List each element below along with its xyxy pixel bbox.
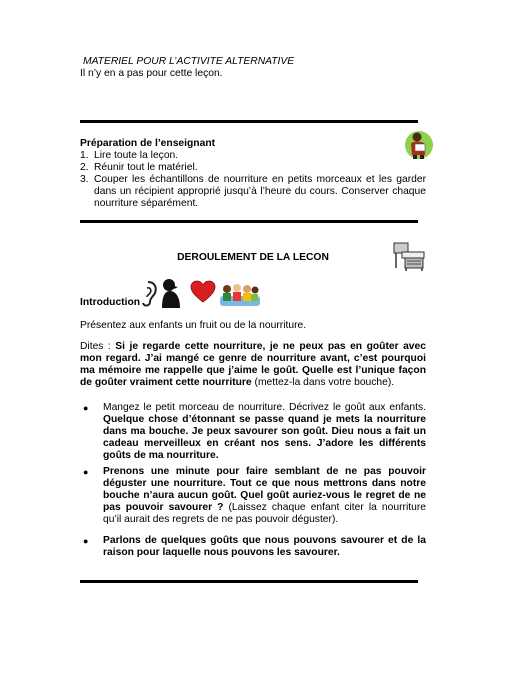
introduction-label: Introduction — [80, 297, 141, 308]
children-group-icon — [220, 282, 260, 308]
preparation-list — [80, 150, 426, 210]
section-divider — [80, 580, 418, 583]
dites-paragraph: Dites : Si je regarde cette nourriture, je ne peux pas en goûter avec mon regard. J’ai mangé ce genre de nourriture avant, c’est pourquoi ma mémoire me rappelle que j’aime le goût. Quelle est l’unique façon de goûter vraiment cette nourriture (mettez-la dans votre bouche). — [80, 341, 426, 388]
list-item: 3. Couper les échantillons de nourriture en petits morceaux et les garder dans un récipient approprié jusqu’à l’heure du cours. Conserver chaque nourriture séparément. — [80, 174, 426, 209]
list-item: ● Mangez le petit morceau de nourriture. Décrivez le goût aux enfants. Quelque chose d’étonnant se passe quand je mets la nourriture dans ma bouche. Je peux savourer son goût. Dieu nous a fait un cadeau merveilleux en créant nos sens. J’adore les différents goûts de ma nourriture. — [83, 402, 426, 461]
list-item: 1. Lire toute la leçon. — [80, 150, 179, 161]
list-item: 2. Réunir tout le matériel. — [80, 162, 198, 173]
red-heart-icon — [190, 280, 216, 304]
ear-icon — [138, 280, 158, 308]
lesson-title: DEROULEMENT DE LA LECON — [177, 252, 329, 263]
list-item: ● Prenons une minute pour faire semblant de ne pas pouvoir déguster une nourriture. Tout ce que nous mettrons dans notre bouche n’aura aucun goût. Quel goût auriez-vous le regret de ne pas pouvoir savourer ? (Laissez chaque enfant citer la nourriture qu’il aurait des regrets de ne pas pouvoir déguster). — [83, 466, 427, 525]
section-divider — [80, 220, 418, 223]
materials-note: Il n’y en a pas pour cette leçon. — [80, 68, 223, 79]
materials-title: MATERIEL POUR L’ACTIVITE ALTERNATIVE — [83, 56, 295, 67]
bullet-dot: ● — [83, 536, 89, 546]
bullet-dot: ● — [83, 403, 89, 413]
preparation-title: Préparation de l’enseignant — [80, 138, 216, 149]
list-item: ● Parlons de quelques goûts que nous pouvons savourer et de la raison pour laquelle nous pouvons les savourer. — [83, 535, 426, 558]
section-divider — [80, 120, 418, 123]
bullet-dot: ● — [83, 467, 89, 477]
present-instruction: Présentez aux enfants un fruit ou de la nourriture. — [80, 320, 307, 331]
school-desk-icon — [392, 240, 428, 272]
child-silhouette-icon — [158, 278, 184, 310]
